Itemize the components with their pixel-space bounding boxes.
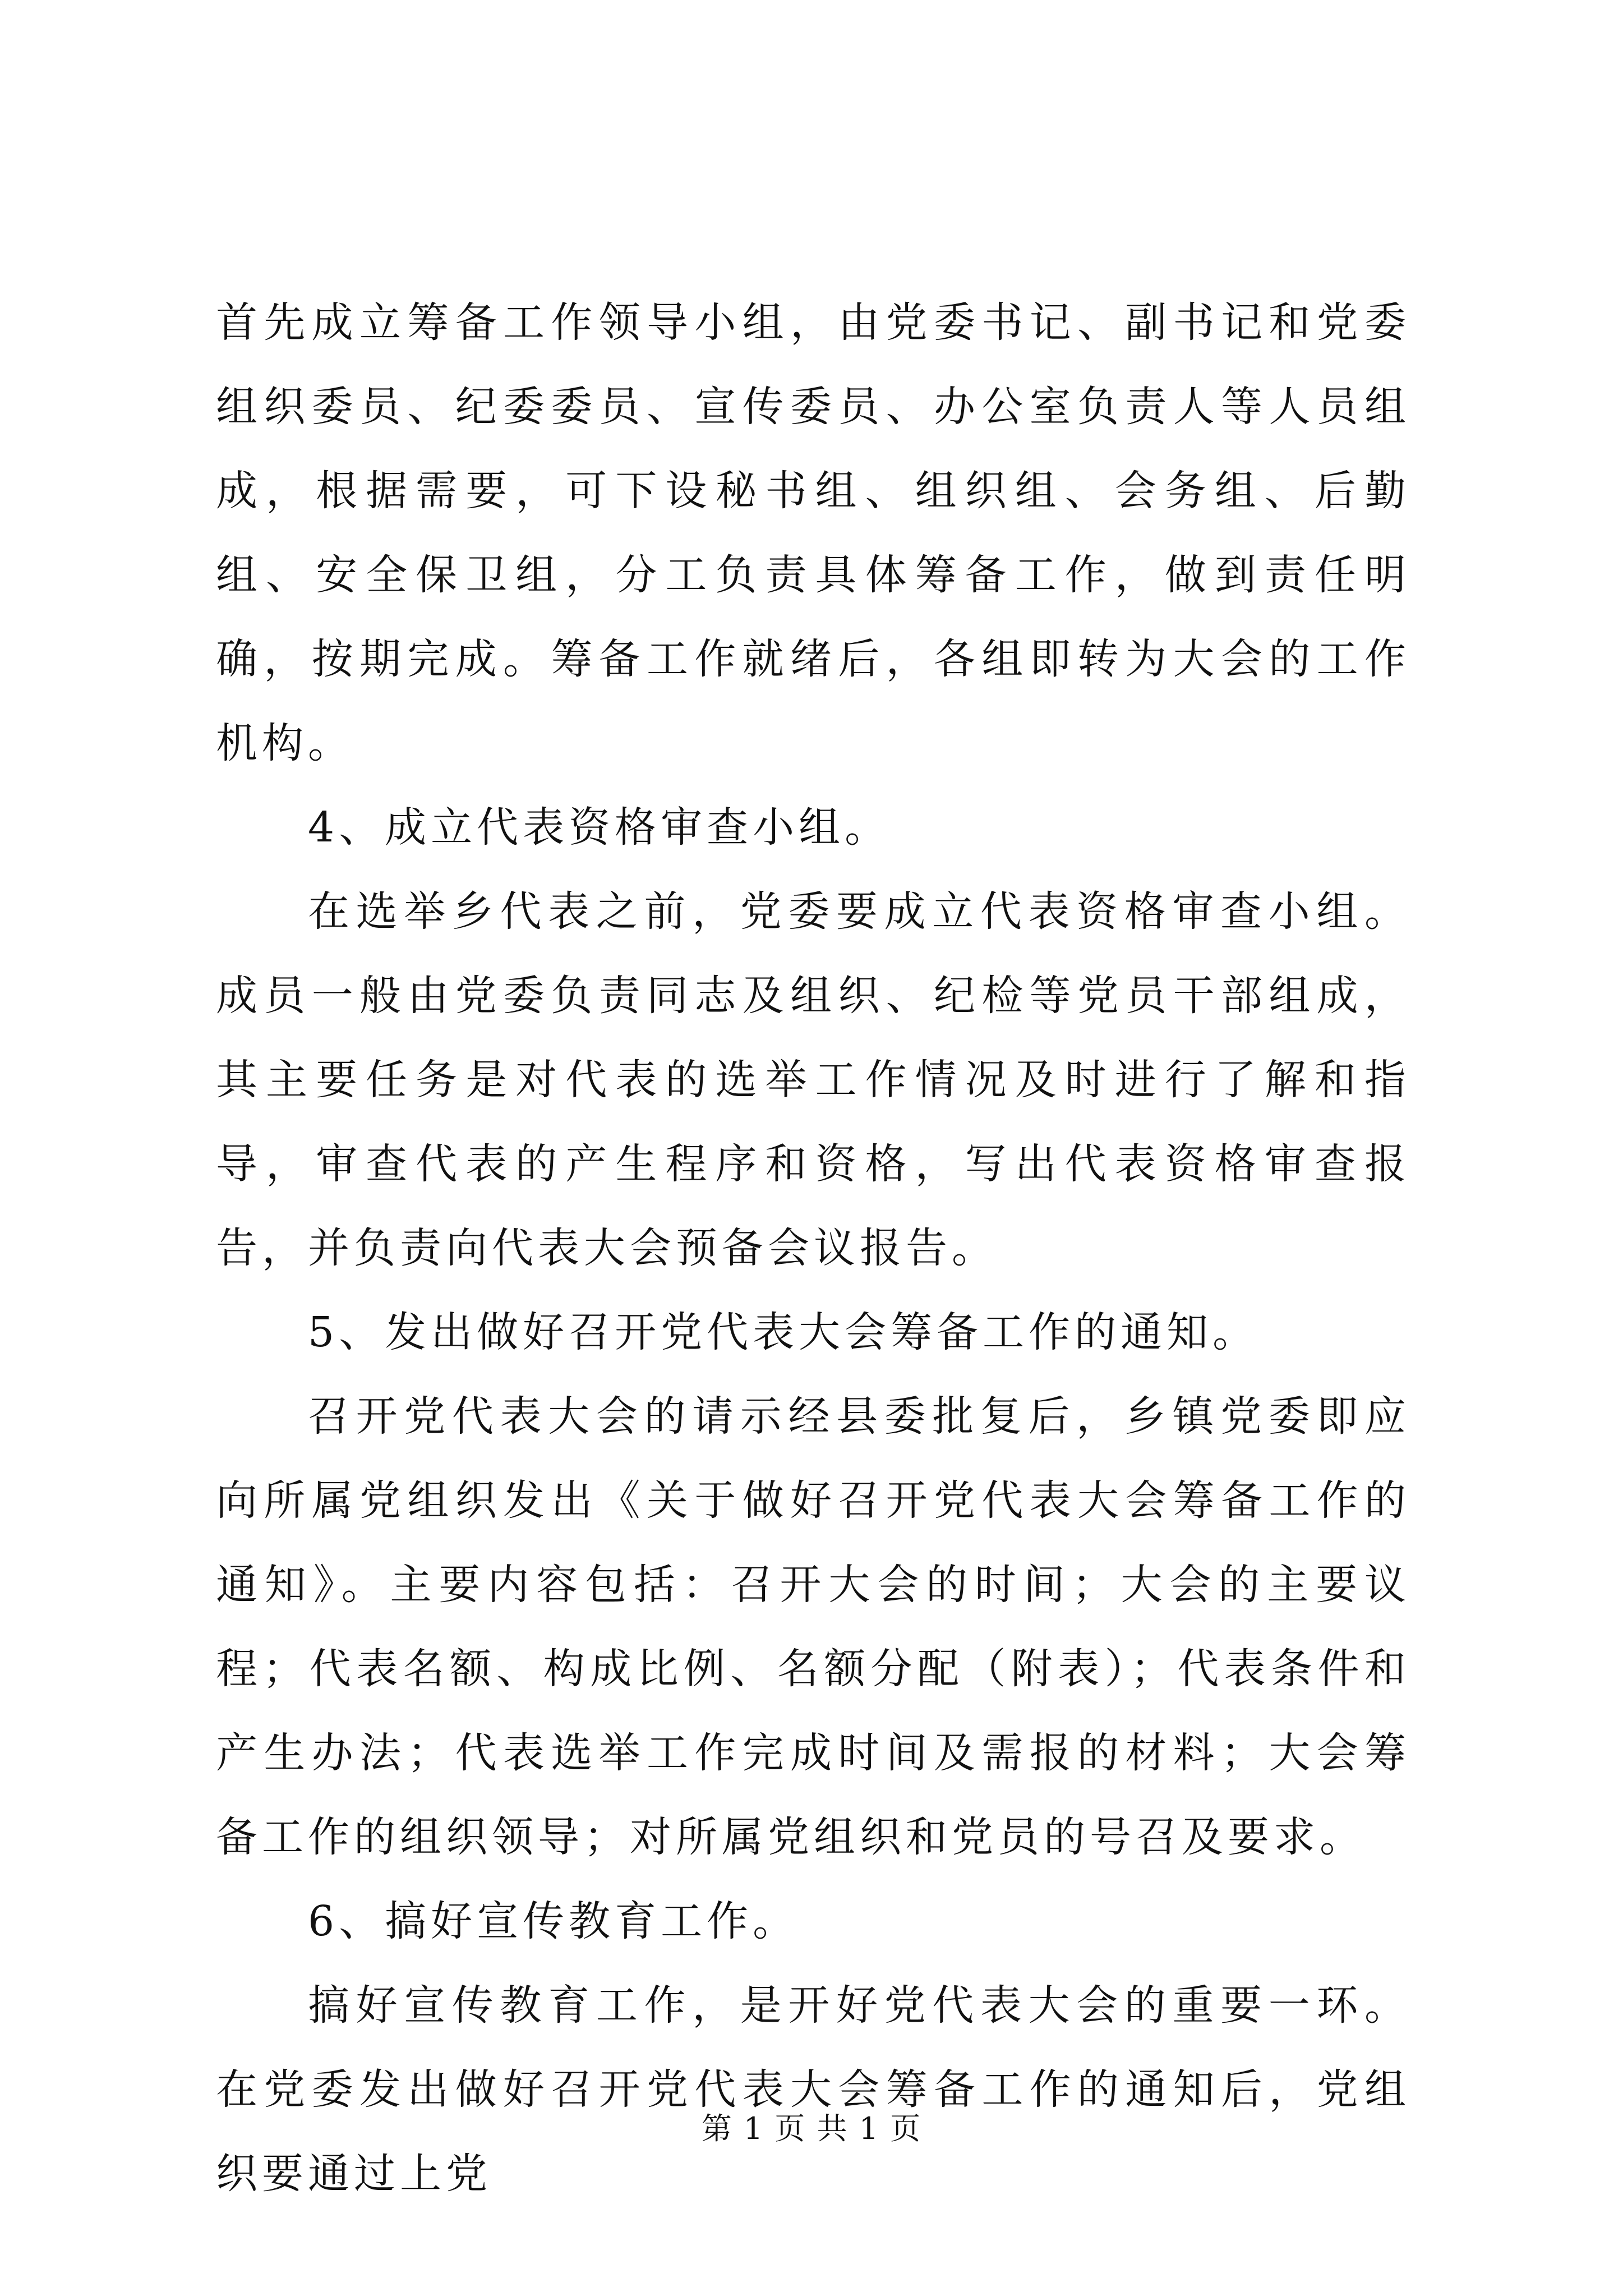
paragraph-2-heading: 4、成立代表资格审查小组。 bbox=[308, 803, 891, 852]
paragraph-4-heading: 5、发出做好召开党代表大会筹备工作的通知。 bbox=[308, 1308, 1259, 1356]
paragraph-7: 搞好宣传教育工作，是开好党代表大会的重要一环。在党委发出做好召开党代表大会筹备工作的通知后，党组织要通过上党 bbox=[216, 1981, 1410, 2198]
paragraph-5: 召开党代表大会的请示经县委批复后，乡镇党委即应向所属党组织发出《关于做好召开党代表大会筹备工作的通知》。主要内容包括：召开大会的时间；大会的主要议程；代表名额、构成比例、名额分配（附表）；代表条件和产生办法；代表选举工作完成时间及需报的材料；大会筹备工作的组织领导；对所属党组织和党员的号召及要求。 bbox=[216, 1392, 1410, 1861]
page-footer: 第 1 页 共 1 页 bbox=[701, 2111, 922, 2146]
paragraph-3: 在选举乡代表之前，党委要成立代表资格审查小组。成员一般由党委负责同志及组织、纪检等党员干部组成，其主要任务是对代表的选举工作情况及时进行了解和指导，审查代表的产生程序和资格，写出代表资格审查报告，并负责向代表大会预备会议报告。 bbox=[216, 887, 1410, 1272]
document-body bbox=[216, 280, 1410, 2216]
paragraph-6-heading: 6、搞好宣传教育工作。 bbox=[308, 1897, 799, 1945]
paragraph-1: 首先成立筹备工作领导小组，由党委书记、副书记和党委组织委员、纪委委员、宣传委员、办公室负责人等人员组成，根据需要，可下设秘书组、组织组、会务组、后勤组、安全保卫组，分工负责具体筹备工作，做到责任明确，按期完成。筹备工作就绪后，各组即转为大会的工作机构。 bbox=[216, 298, 1410, 767]
